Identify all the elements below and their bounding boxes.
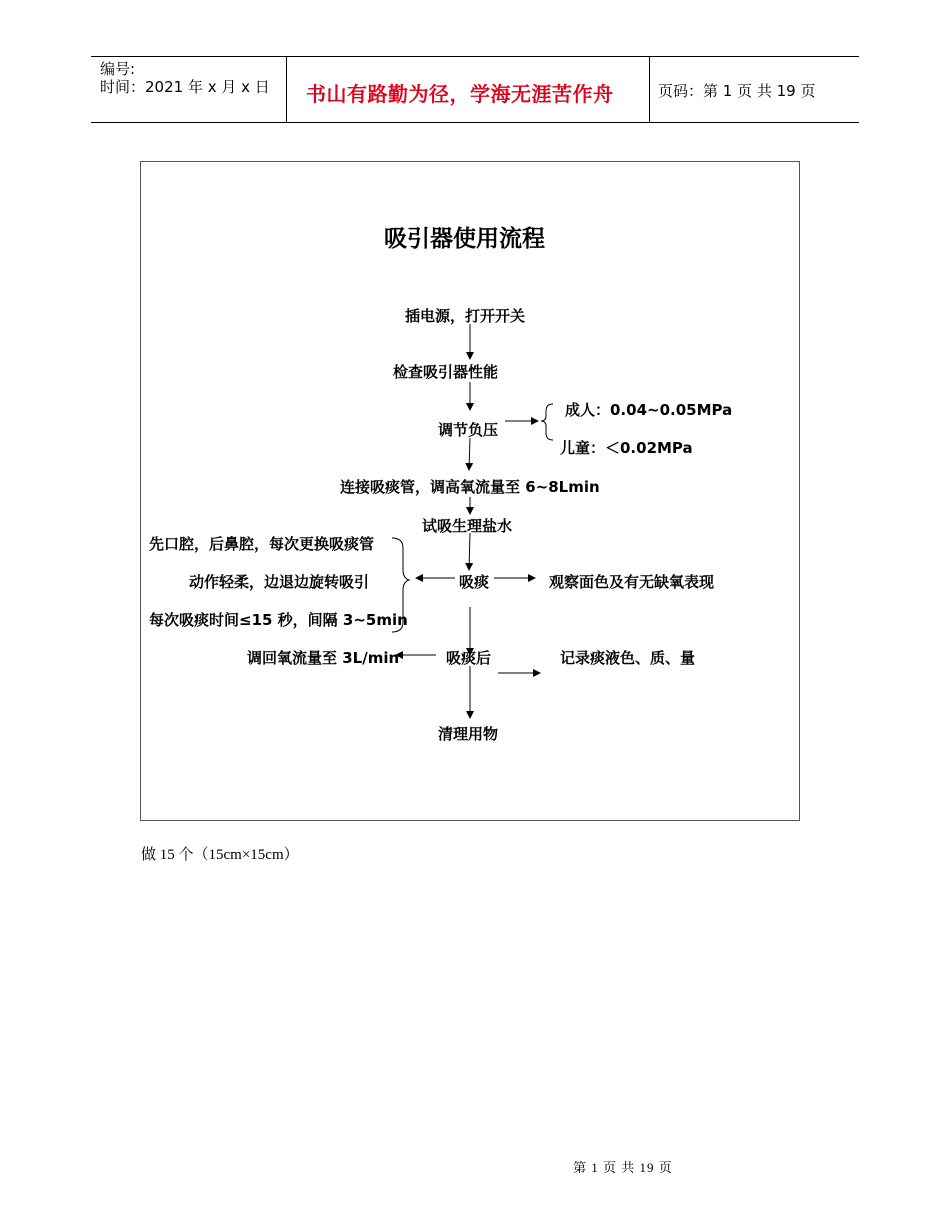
step-observe: 观察面色及有无缺氧表现	[549, 573, 715, 591]
step-power-on: 插电源，打开开关	[405, 307, 526, 325]
pressure-adult: 成人：0.04~0.05MPa	[565, 401, 733, 419]
header-time-label: 时间：2021 年 x 月 x 日	[100, 78, 270, 96]
note-time-interval: 每次吸痰时间≤15 秒，间隔 3~5min	[149, 611, 408, 629]
step-adjust-pressure: 调节负压	[438, 421, 499, 439]
step-test-saline: 试吸生理盐水	[422, 517, 513, 535]
step-suction: 吸痰	[459, 573, 490, 591]
notes-brace	[392, 538, 409, 632]
step-clean-up: 清理用物	[438, 725, 499, 743]
step-reset-oxygen: 调回氧流量至 3L/min	[247, 649, 400, 667]
production-note: 做 15 个（15cm×15cm）	[141, 847, 299, 863]
note-gentle-rotate: 动作轻柔，边退边旋转吸引	[189, 573, 370, 591]
pressure-brace	[541, 404, 553, 440]
header-number-label: 编号:	[100, 60, 136, 78]
step-record-sputum: 记录痰液色、质、量	[560, 649, 696, 667]
step-after-suction: 吸痰后	[446, 649, 492, 667]
page-footer: 第 1 页 共 19 页	[573, 1160, 673, 1175]
header-motto: 书山有路勤为径，学海无涯苦作舟	[306, 82, 614, 106]
pressure-child: 儿童：＜0.02MPa	[560, 439, 693, 457]
step-connect-tube: 连接吸痰管，调高氧流量至 6~8Lmin	[340, 478, 600, 496]
step-check-performance: 检查吸引器性能	[393, 363, 499, 381]
arrow-adjust-to-connect	[469, 438, 470, 470]
note-mouth-then-nose: 先口腔，后鼻腔，每次更换吸痰管	[149, 535, 375, 553]
header-page-code: 页码：第 1 页 共 19 页	[658, 82, 816, 100]
flowchart-title: 吸引器使用流程	[384, 226, 545, 252]
arrow-test-to-suction	[469, 533, 470, 570]
